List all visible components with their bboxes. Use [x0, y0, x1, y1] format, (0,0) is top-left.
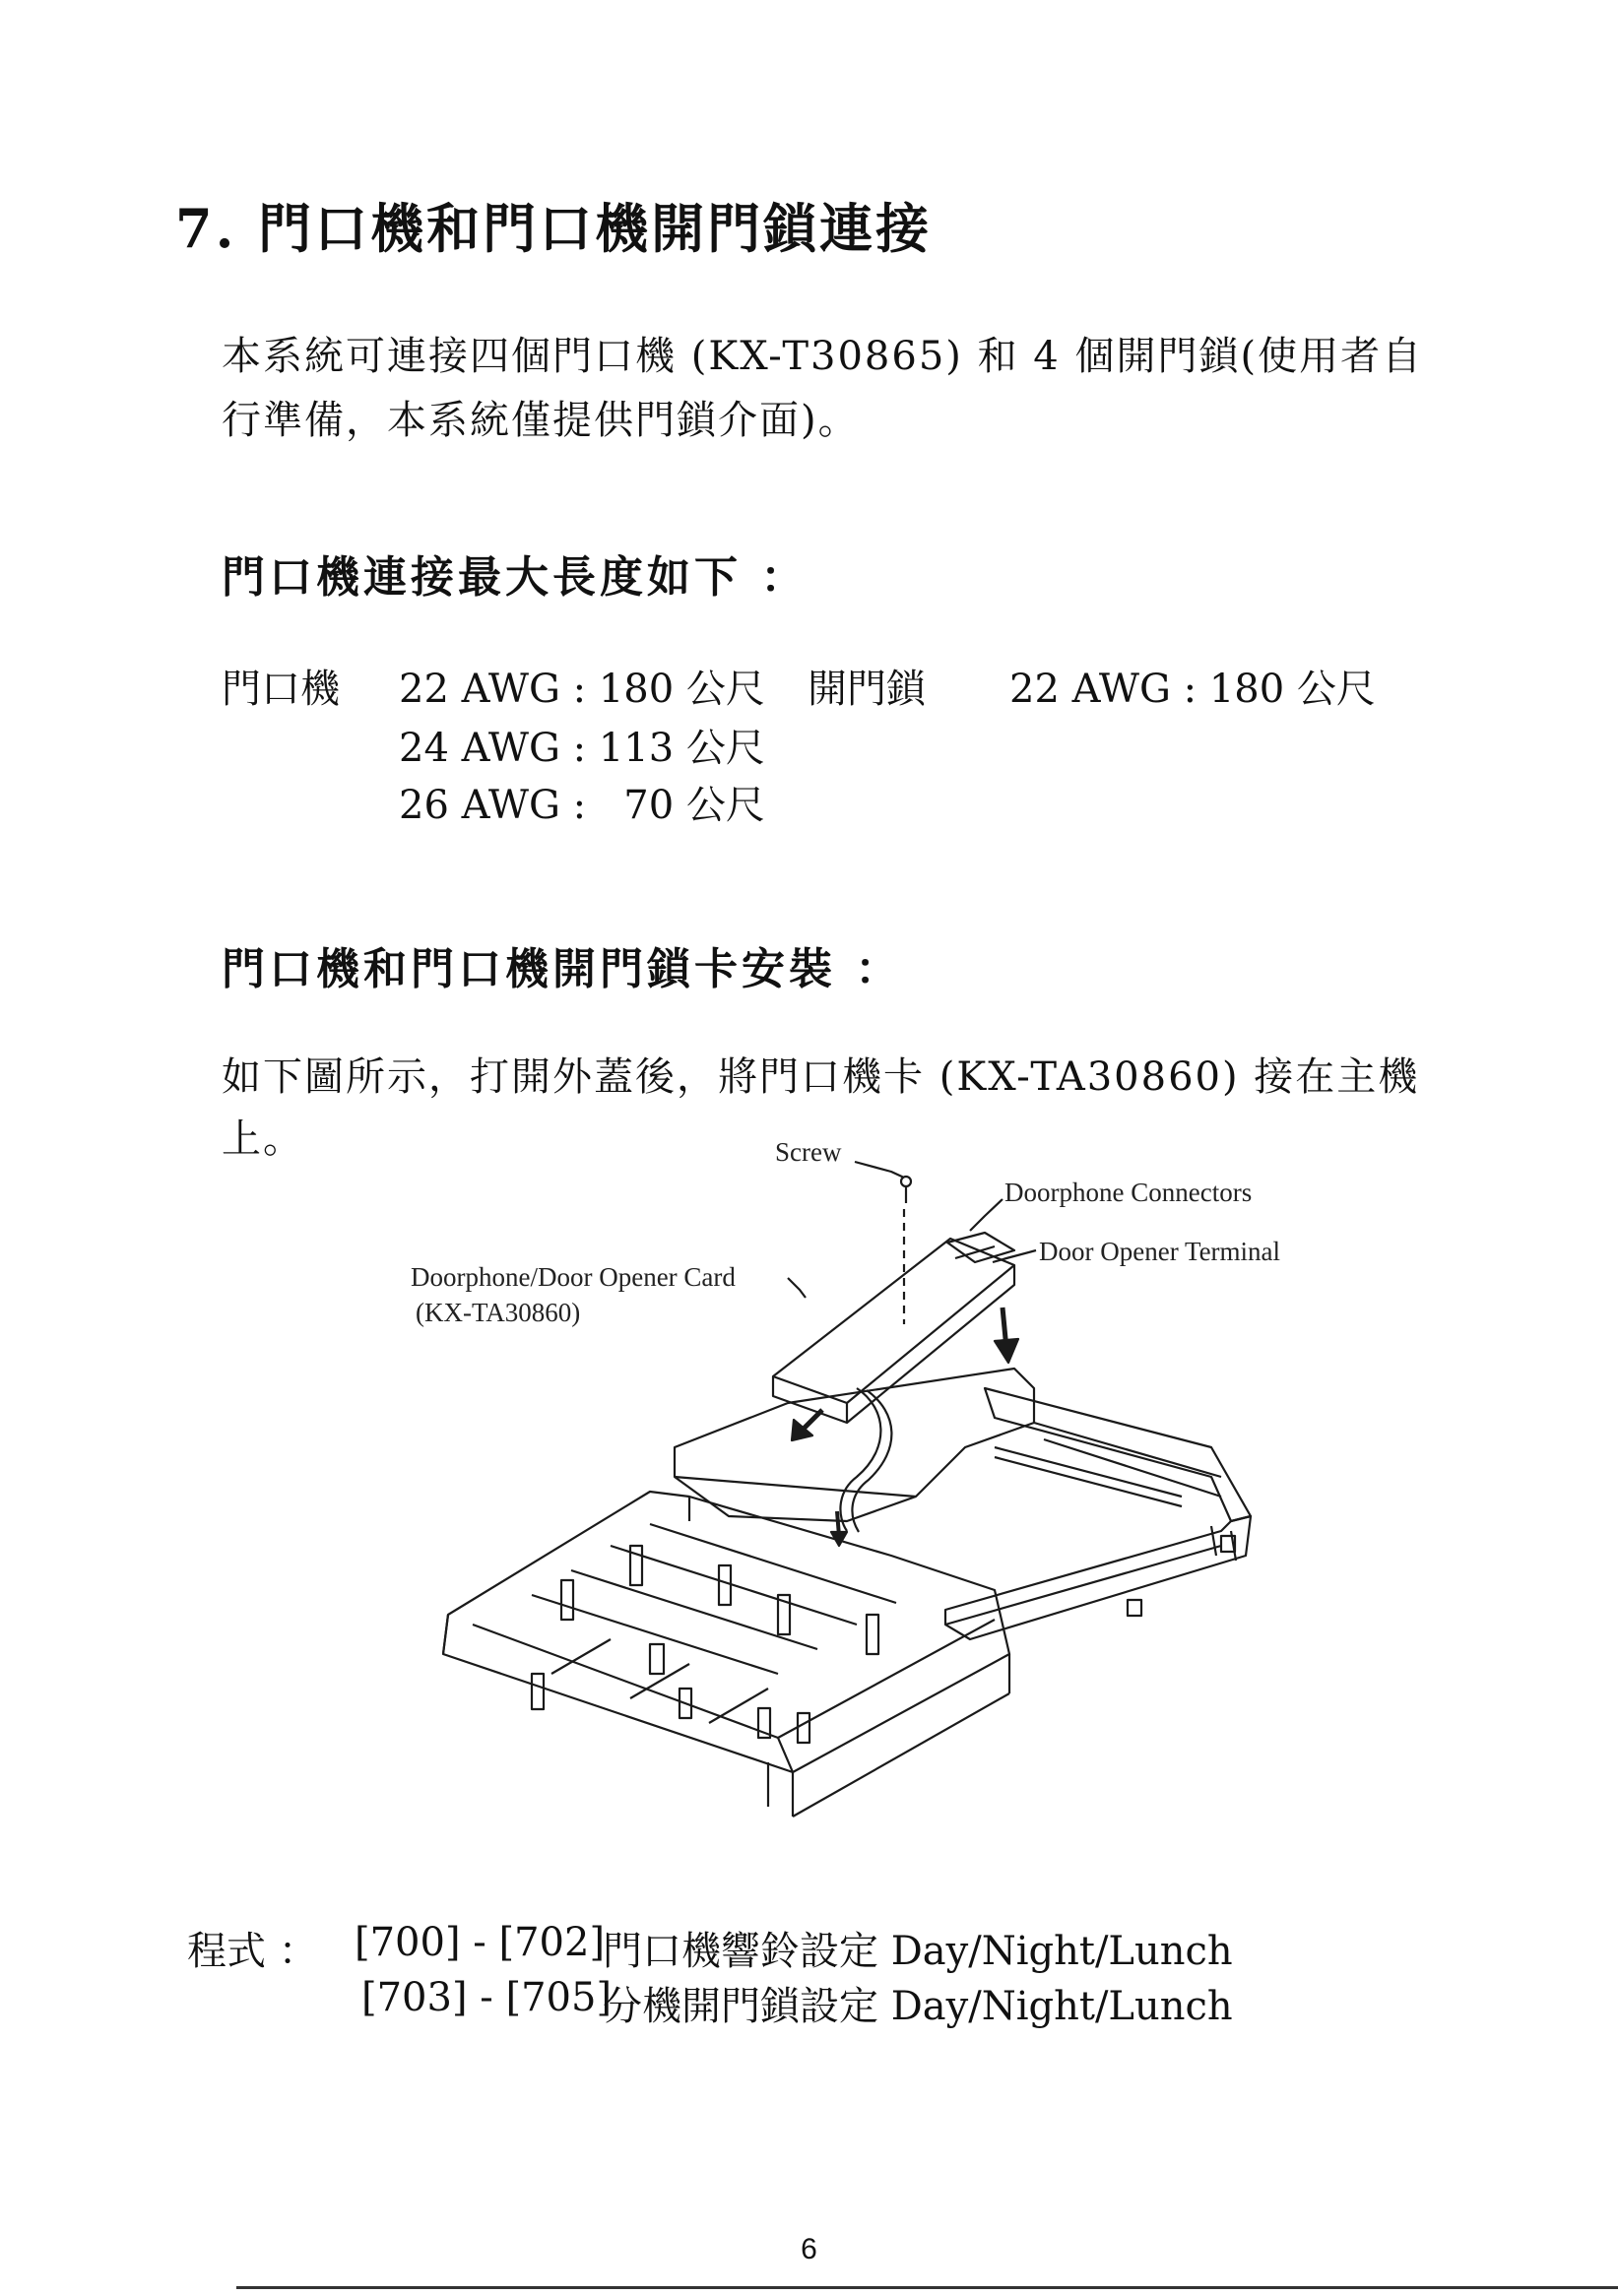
doorphone-spec-26: 26 AWG : 70 公尺 — [399, 783, 765, 828]
screw-leader-line — [855, 1162, 904, 1178]
opener-label: 開門鎖 — [808, 667, 926, 712]
scan-edge-line — [236, 2286, 1618, 2289]
connectors-leader-line — [970, 1199, 1003, 1231]
max-length-heading: 門口機連接最大長度如下 ： — [222, 552, 809, 603]
program-label: 程式 ： — [187, 1929, 318, 1974]
doorphone-spec-24: 24 AWG : 113 公尺 — [399, 726, 765, 771]
program-code-703: [703] - [705] — [361, 1975, 613, 2020]
section-title: 7. 門口機和門口機開門鎖連接 — [175, 197, 933, 260]
terminal-leader-line — [993, 1250, 1036, 1262]
install-heading: 門口機和門口機開門鎖卡安裝 ： — [222, 944, 903, 994]
doorphone-spec-22: 22 AWG : 180 公尺 — [399, 667, 765, 712]
doorphone-label: 門口機 — [222, 667, 340, 712]
down-arrow-icon — [995, 1307, 1018, 1363]
screw-icon — [901, 1177, 911, 1203]
label-screw: Screw — [775, 1137, 842, 1167]
main-unit-cabinet — [443, 1369, 1251, 1817]
program-text-703: 分機開門鎖設定 Day/Night/Lunch — [603, 1984, 1233, 2029]
install-line-1: 如下圖所示，打開外蓋後，將門口機卡 (KX-TA30860) 接在主機 — [222, 1054, 1420, 1100]
card-leader-line — [788, 1278, 806, 1298]
opener-spec-22: 22 AWG : 180 公尺 — [1009, 667, 1376, 712]
intro-line-1: 本系統可連接四個門口機 (KX-T30865) 和 4 個開門鎖(使用者自 — [222, 334, 1424, 379]
insert-arrow-icon — [792, 1410, 822, 1440]
label-card-model: (KX-TA30860) — [416, 1298, 581, 1327]
install-line-2: 上。 — [222, 1116, 304, 1162]
program-text-700: 門口機響鈴設定 Day/Night/Lunch — [603, 1929, 1233, 1974]
page-number: 6 — [801, 2233, 817, 2265]
label-door-opener-terminal: Door Opener Terminal — [1039, 1237, 1281, 1266]
intro-line-2: 行準備，本系統僅提供門鎖介面)。 — [222, 398, 860, 443]
label-card-name: Doorphone/Door Opener Card — [411, 1262, 736, 1292]
program-code-700: [700] - [702] — [355, 1920, 606, 1965]
label-doorphone-connectors: Doorphone Connectors — [1004, 1178, 1253, 1207]
